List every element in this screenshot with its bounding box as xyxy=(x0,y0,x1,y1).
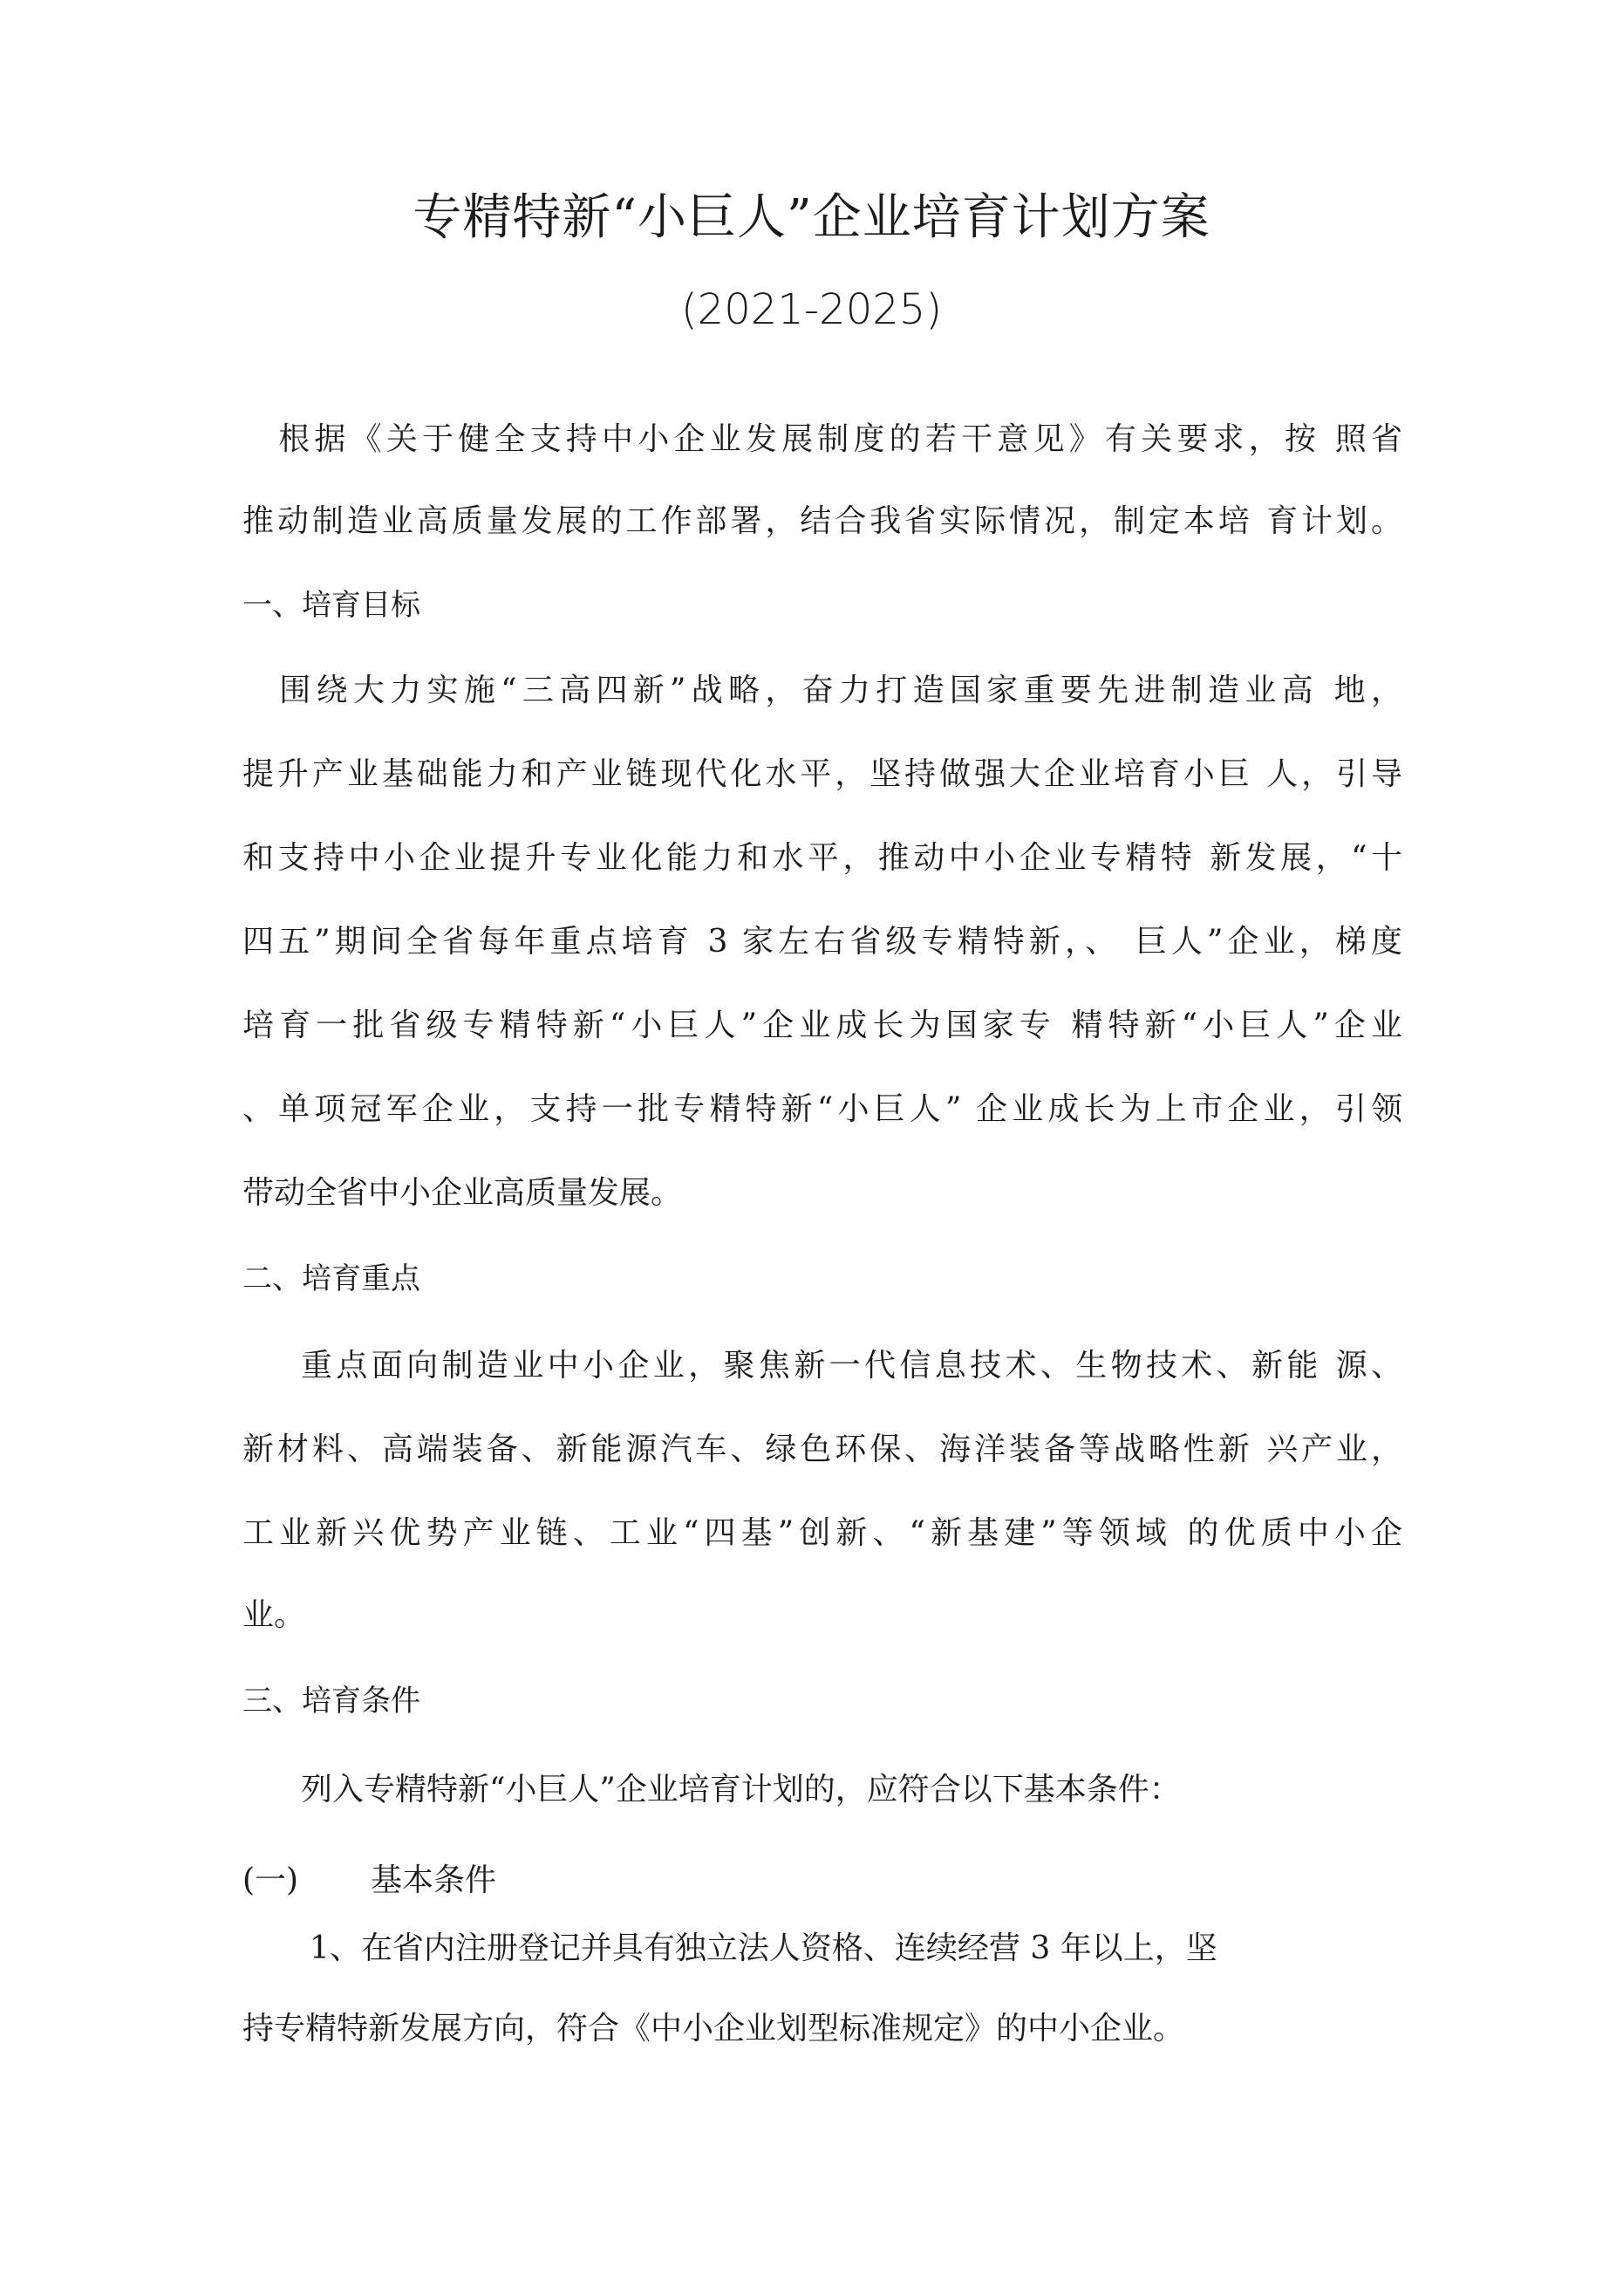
section-heading-conditions: 三、培育条件 xyxy=(242,1684,420,1719)
condition-item-1-line-1: 1、在省内注册登记并具有独立法人资格、连续经营 3 年以上，坚 xyxy=(310,1930,1217,1966)
intro-line-2: 推动制造业高质量发展的工作部署，结合我省实际情况，制定本培 育计划。 xyxy=(242,503,1402,539)
document-title: 专精特新“小巨人”企业培育计划方案 xyxy=(413,189,1210,246)
section-heading-goals: 一、培育目标 xyxy=(242,588,420,623)
goals-line-5: 培育一批省级专精特新“小巨人”企业成长为国家专 精特新“小巨人”企业 xyxy=(242,1008,1402,1043)
subsection-title: 基本条件 xyxy=(371,1862,497,1898)
goals-line-7: 带动全省中小企业高质量发展。 xyxy=(242,1175,683,1211)
focus-line-3: 工业新兴优势产业链、工业“四基”创新、“新基建”等领域 的优质中小企 xyxy=(242,1515,1402,1551)
goals-line-3: 和支持中小企业提升专业化能力和水平，推动中小企业专精特 新发展，“十 xyxy=(242,840,1402,876)
intro-line-1: 根据《关于健全支持中小企业发展制度的若干意见》有关要求，按 照省 xyxy=(242,421,1402,457)
focus-line-1: 重点面向制造业中小企业，聚焦新一代信息技术、生物技术、新能 源、 xyxy=(301,1348,1402,1384)
condition-item-1-line-2: 持专精特新发展方向，符合《中小企业划型标准规定》的中小企业。 xyxy=(242,2011,1185,2047)
focus-line-2: 新材料、高端装备、新能源汽车、绿色环保、海洋装备等战略性新 兴产业， xyxy=(242,1432,1402,1467)
goals-line-6: 、单项冠军企业，支持一批专精特新“小巨人” 企业成长为上市企业，引领 xyxy=(242,1091,1402,1127)
goals-line-2: 提升产业基础能力和产业链现代化水平，坚持做强大企业培育小巨 人，引导 xyxy=(242,756,1402,792)
goals-line-4: 四五”期间全省每年重点培育 3 家左右省级专精特新，、 巨人”企业，梯度 xyxy=(242,924,1402,960)
conditions-intro: 列入专精特新“小巨人”企业培育计划的，应符合以下基本条件： xyxy=(301,1772,1181,1807)
document-subtitle: (2021-2025) xyxy=(680,285,943,334)
section-heading-focus: 二、培育重点 xyxy=(242,1261,420,1296)
subsection-number: (一) xyxy=(242,1862,299,1898)
goals-line-1: 围绕大力实施“三高四新”战略，奋力打造国家重要先进制造业高 地， xyxy=(242,673,1402,708)
focus-line-4: 业。 xyxy=(242,1597,306,1633)
